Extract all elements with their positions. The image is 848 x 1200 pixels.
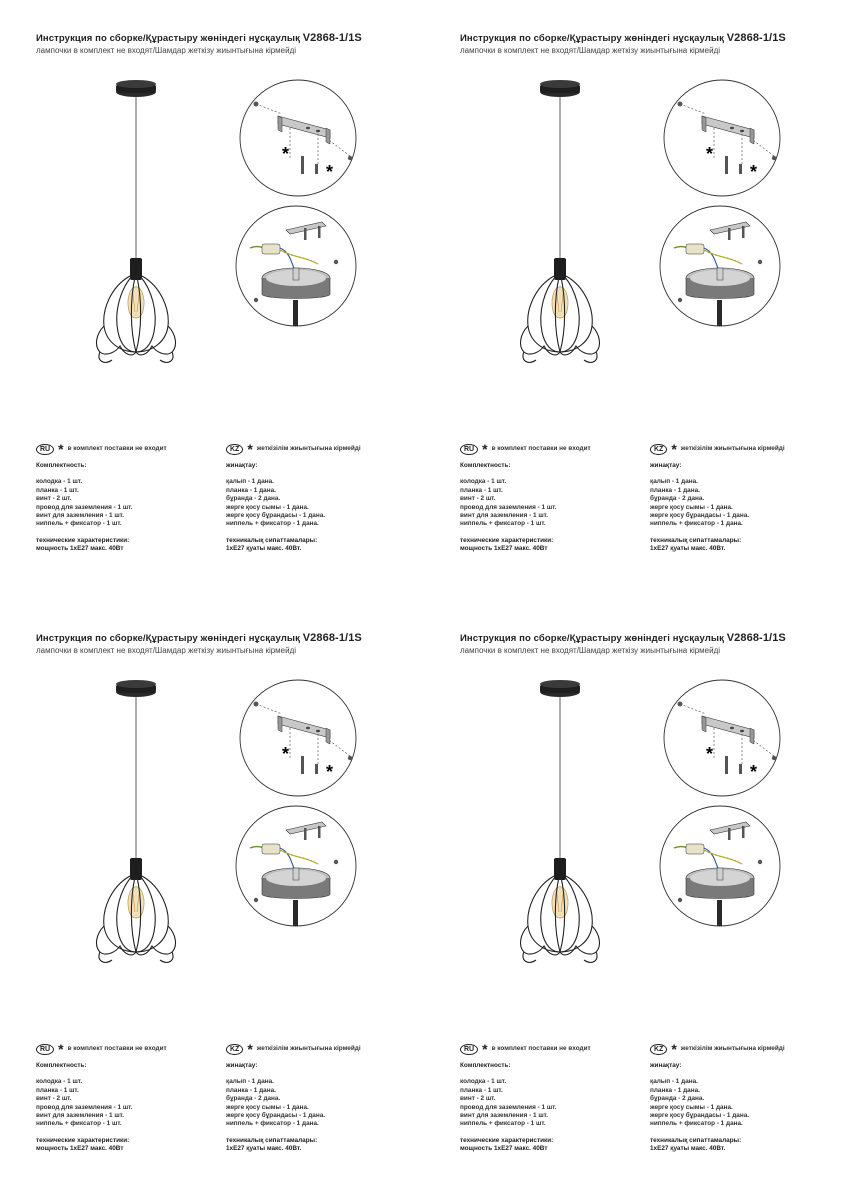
list-item: винт - 2 шт. [460, 495, 496, 503]
mounting-bracket-diagram [662, 78, 782, 198]
ru-specs-heading: технические характеристики: [36, 536, 130, 544]
list-item: бұранда - 2 дана. [226, 1095, 281, 1103]
ru-contents-heading: Комплектность: [460, 1062, 511, 1069]
ru-power-spec: мощность 1хЕ27 макс. 40Вт [460, 1145, 548, 1153]
list-item: винт - 2 шт. [460, 1095, 496, 1103]
title-text: Инструкция по сборке/Құрастыру жөніндегі нұсқаулық [460, 633, 724, 644]
kz-not-included-note: жеткізілім жиынтығына кірмейді [256, 444, 361, 452]
list-item: жерге қосу бұрандасы - 1 дана. [650, 1112, 750, 1120]
ru-not-included-note: в комплект поставки не входит [67, 444, 167, 452]
list-item: ниппель + фиксатор - 1 дана. [226, 1120, 319, 1128]
model-number: V2868-1/1S [726, 32, 786, 44]
list-item: планка - 1 дана. [226, 486, 276, 494]
asterisk-icon: * [247, 441, 253, 457]
kz-language-badge: KZ [650, 1044, 667, 1055]
ru-language-badge: RU [36, 444, 54, 455]
pendant-lamp-illustration [510, 680, 610, 980]
instruction-title [460, 632, 786, 644]
russian-specs-column [460, 442, 591, 554]
bulbs-not-included-note: лампочки в комплект не входят/Шамдар жеткізу жиынтығына кірмейді [460, 46, 721, 55]
asterisk-icon: * [247, 1041, 253, 1057]
kz-power-spec: 1хЕ27 қуаты макс. 40Вт. [650, 1145, 726, 1153]
instruction-sheet-bottom-right [424, 600, 848, 1200]
mounting-bracket-diagram [662, 678, 782, 798]
list-item: ниппель + фиксатор - 1 шт. [36, 1120, 122, 1128]
wiring-canopy-diagram [658, 204, 782, 328]
pendant-lamp-illustration [510, 80, 610, 380]
wiring-canopy-diagram [234, 204, 358, 328]
kz-language-badge: KZ [650, 444, 667, 455]
list-item: планка - 1 дана. [226, 1086, 276, 1094]
list-item: колодка - 1 шт. [36, 478, 83, 486]
list-item: қалып - 1 дана. [226, 478, 274, 486]
title-text: Инструкция по сборке/Құрастыру жөніндегі нұсқаулық [36, 33, 300, 44]
russian-specs-column [36, 442, 167, 554]
title-text: Инструкция по сборке/Құрастыру жөніндегі нұсқаулық [36, 633, 300, 644]
kazakh-specs-column [650, 1042, 785, 1154]
list-item: колодка - 1 шт. [36, 1078, 83, 1086]
kazakh-specs-column [226, 442, 361, 554]
model-number: V2868-1/1S [302, 32, 362, 44]
list-item: қалып - 1 дана. [650, 1078, 698, 1086]
asterisk-icon: * [326, 162, 334, 182]
kz-not-included-note: жеткізілім жиынтығына кірмейді [680, 444, 785, 452]
wiring-canopy-diagram [658, 804, 782, 928]
asterisk-icon: * [706, 744, 714, 764]
kz-not-included-note: жеткізілім жиынтығына кірмейді [680, 1044, 785, 1052]
kz-language-badge: KZ [226, 1044, 243, 1055]
asterisk-icon: * [58, 441, 64, 457]
instruction-title [36, 632, 362, 644]
wiring-canopy-diagram [234, 804, 358, 928]
kz-specs-heading: техникалық сипаттамалары: [226, 536, 318, 544]
list-item: планка - 1 дана. [650, 1086, 700, 1094]
kz-specs-heading: техникалық сипаттамалары: [650, 536, 742, 544]
list-item: жерге қосу сымы - 1 дана. [650, 503, 733, 511]
bulbs-not-included-note: лампочки в комплект не входят/Шамдар жеткізу жиынтығына кірмейді [36, 646, 297, 655]
list-item: жерге қосу сымы - 1 дана. [226, 1103, 309, 1111]
list-item: бұранда - 2 дана. [226, 495, 281, 503]
ru-specs-heading: технические характеристики: [460, 1136, 554, 1144]
list-item: ниппель + фиксатор - 1 дана. [226, 520, 319, 528]
list-item: жерге қосу сымы - 1 дана. [226, 503, 309, 511]
list-item: ниппель + фиксатор - 1 дана. [650, 1120, 743, 1128]
pendant-lamp-illustration [86, 680, 186, 980]
list-item: планка - 1 шт. [460, 1086, 503, 1094]
asterisk-icon: * [482, 441, 488, 457]
instruction-sheet-top-right [424, 0, 848, 600]
russian-specs-column [460, 1042, 591, 1154]
ru-language-badge: RU [36, 1044, 54, 1055]
bulbs-not-included-note: лампочки в комплект не входят/Шамдар жеткізу жиынтығына кірмейді [460, 646, 721, 655]
ru-power-spec: мощность 1хЕ27 макс. 40Вт [36, 1145, 124, 1153]
list-item: винт - 2 шт. [36, 1095, 72, 1103]
kz-specs-heading: техникалық сипаттамалары: [226, 1136, 318, 1144]
mounting-bracket-diagram [238, 678, 358, 798]
list-item: колодка - 1 шт. [460, 478, 507, 486]
asterisk-icon: * [282, 744, 290, 764]
list-item: бұранда - 2 дана. [650, 1095, 705, 1103]
ru-not-included-note: в комплект поставки не входит [67, 1044, 167, 1052]
instruction-sheet-top-left [0, 0, 424, 600]
kz-contents-heading: жинақтау: [226, 1062, 258, 1069]
kz-language-badge: KZ [226, 444, 243, 455]
ru-not-included-note: в комплект поставки не входит [491, 1044, 591, 1052]
ru-language-badge: RU [460, 1044, 478, 1055]
ru-power-spec: мощность 1хЕ27 макс. 40Вт [36, 545, 124, 553]
list-item: винт для заземления - 1 шт. [36, 1112, 124, 1120]
list-item: ниппель + фиксатор - 1 шт. [460, 520, 546, 528]
list-item: ниппель + фиксатор - 1 дана. [650, 520, 743, 528]
ru-specs-heading: технические характеристики: [460, 536, 554, 544]
list-item: планка - 1 дана. [650, 486, 700, 494]
list-item: планка - 1 шт. [36, 1086, 79, 1094]
title-text: Инструкция по сборке/Құрастыру жөніндегі нұсқаулық [460, 33, 724, 44]
instruction-title [460, 32, 786, 44]
instruction-title [36, 32, 362, 44]
list-item: винт для заземления - 1 шт. [460, 1112, 548, 1120]
asterisk-icon: * [58, 1041, 64, 1057]
list-item: ниппель + фиксатор - 1 шт. [460, 1120, 546, 1128]
ru-power-spec: мощность 1хЕ27 макс. 40Вт [460, 545, 548, 553]
asterisk-icon: * [750, 762, 758, 782]
list-item: планка - 1 шт. [460, 486, 503, 494]
ru-language-badge: RU [460, 444, 478, 455]
list-item: планка - 1 шт. [36, 486, 79, 494]
list-item: винт для заземления - 1 шт. [460, 512, 548, 520]
kazakh-specs-column [650, 442, 785, 554]
list-item: жерге қосу бұрандасы - 1 дана. [650, 512, 750, 520]
kz-contents-heading: жинақтау: [650, 1062, 682, 1069]
ru-contents-heading: Комплектность: [36, 462, 87, 469]
ru-contents-heading: Комплектность: [460, 462, 511, 469]
asterisk-icon: * [671, 1041, 677, 1057]
ru-not-included-note: в комплект поставки не входит [491, 444, 591, 452]
kz-power-spec: 1хЕ27 қуаты макс. 40Вт. [226, 545, 302, 553]
list-item: винт для заземления - 1 шт. [36, 512, 124, 520]
list-item: провод для заземления - 1 шт. [36, 503, 133, 511]
asterisk-icon: * [706, 144, 714, 164]
model-number: V2868-1/1S [726, 632, 786, 644]
asterisk-icon: * [482, 1041, 488, 1057]
list-item: жерге қосу сымы - 1 дана. [650, 1103, 733, 1111]
russian-specs-column [36, 1042, 167, 1154]
list-item: ниппель + фиксатор - 1 шт. [36, 520, 122, 528]
instruction-sheet-bottom-left [0, 600, 424, 1200]
kz-power-spec: 1хЕ27 қуаты макс. 40Вт. [226, 1145, 302, 1153]
model-number: V2868-1/1S [302, 632, 362, 644]
kz-contents-heading: жинақтау: [650, 462, 682, 469]
mounting-bracket-diagram [238, 78, 358, 198]
asterisk-icon: * [671, 441, 677, 457]
pendant-lamp-illustration [86, 80, 186, 380]
asterisk-icon: * [282, 144, 290, 164]
list-item: жерге қосу бұрандасы - 1 дана. [226, 512, 326, 520]
kz-contents-heading: жинақтау: [226, 462, 258, 469]
list-item: қалып - 1 дана. [650, 478, 698, 486]
bulbs-not-included-note: лампочки в комплект не входят/Шамдар жеткізу жиынтығына кірмейді [36, 46, 297, 55]
list-item: провод для заземления - 1 шт. [460, 1103, 557, 1111]
list-item: бұранда - 2 дана. [650, 495, 705, 503]
asterisk-icon: * [750, 162, 758, 182]
list-item: жерге қосу бұрандасы - 1 дана. [226, 1112, 326, 1120]
ru-specs-heading: технические характеристики: [36, 1136, 130, 1144]
list-item: колодка - 1 шт. [460, 1078, 507, 1086]
list-item: қалып - 1 дана. [226, 1078, 274, 1086]
asterisk-icon: * [326, 762, 334, 782]
kz-not-included-note: жеткізілім жиынтығына кірмейді [256, 1044, 361, 1052]
ru-contents-heading: Комплектность: [36, 1062, 87, 1069]
kz-specs-heading: техникалық сипаттамалары: [650, 1136, 742, 1144]
list-item: провод для заземления - 1 шт. [36, 1103, 133, 1111]
list-item: винт - 2 шт. [36, 495, 72, 503]
list-item: провод для заземления - 1 шт. [460, 503, 557, 511]
kz-power-spec: 1хЕ27 қуаты макс. 40Вт. [650, 545, 726, 553]
kazakh-specs-column [226, 1042, 361, 1154]
